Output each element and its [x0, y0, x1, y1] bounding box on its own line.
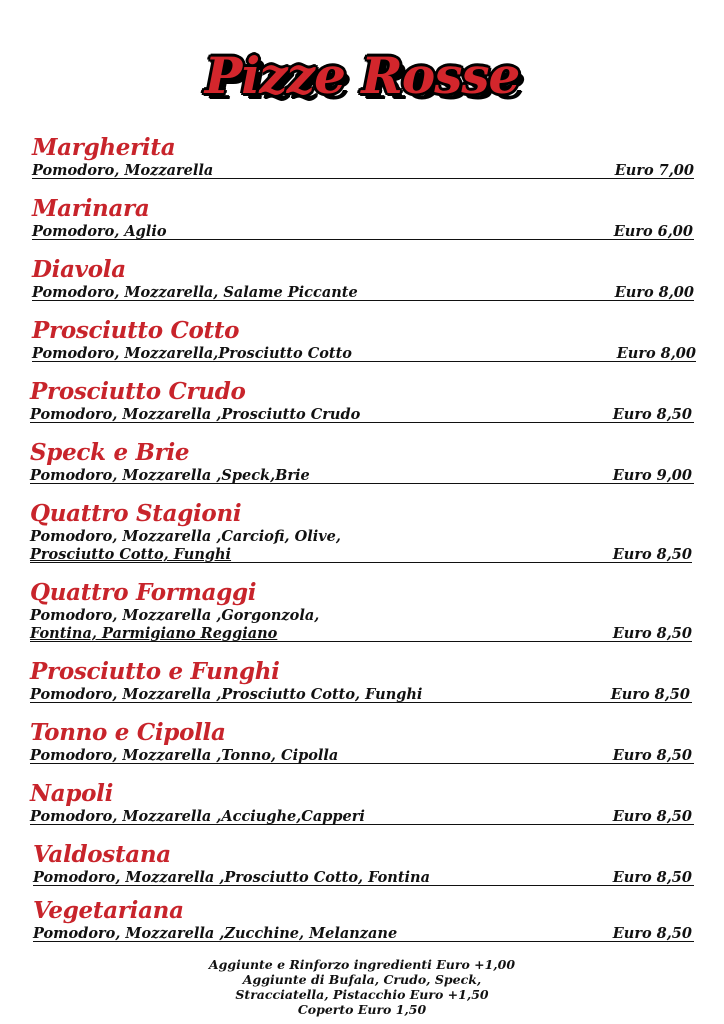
- footer-line: Aggiunte e Rinforzo ingredienti Euro +1,00: [208, 957, 516, 972]
- item-name: Margherita: [32, 134, 176, 161]
- item-name: Prosciutto Crudo: [30, 378, 246, 405]
- item-price: Euro 8,50: [612, 808, 692, 825]
- item-name: Vegetariana: [33, 897, 184, 924]
- item-rule: [30, 824, 694, 825]
- item-rule: [30, 483, 694, 484]
- item-ingredients: Pomodoro, Mozzarella,Prosciutto Cotto: [32, 345, 352, 362]
- footer-line: Stracciatella, Pistacchio Euro +1,50: [235, 987, 489, 1002]
- item-ingredients: Pomodoro, Mozzarella ,Acciughe,Capperi: [30, 808, 365, 825]
- item-ingredients: Pomodoro, Mozzarella ,Gorgonzola,: [30, 607, 320, 624]
- item-ingredients: Pomodoro, Mozzarella ,Prosciutto Cotto, Funghi: [30, 686, 423, 703]
- item-ingredients: Pomodoro, Mozzarella ,Prosciutto Crudo: [30, 406, 361, 423]
- item-rule: [32, 239, 694, 240]
- footer-line: Coperto Euro 1,50: [297, 1002, 427, 1017]
- item-ingredients: Pomodoro, Mozzarella: [32, 162, 214, 179]
- item-rule: [30, 702, 692, 703]
- footer-line: Aggiunte di Bufala, Crudo, Speck,: [242, 972, 482, 987]
- item-price: Euro 9,00: [612, 467, 692, 484]
- item-rule: [30, 641, 692, 642]
- item-rule: [32, 300, 694, 301]
- item-rule: [33, 885, 694, 886]
- item-ingredients: Fontina, Parmigiano Reggiano: [30, 625, 278, 642]
- item-rule: [33, 941, 694, 942]
- item-price: Euro 8,50: [612, 747, 692, 764]
- item-name: Speck e Brie: [30, 439, 190, 466]
- item-price: Euro 8,50: [612, 546, 692, 563]
- item-ingredients: Pomodoro, Mozzarella ,Carciofi, Olive,: [30, 528, 341, 545]
- item-ingredients: Prosciutto Cotto, Funghi: [30, 546, 232, 563]
- item-price: Euro 6,00: [613, 223, 693, 240]
- item-price: Euro 8,50: [612, 625, 692, 642]
- item-price: Euro 7,00: [614, 162, 694, 179]
- item-name: Prosciutto e Funghi: [30, 658, 280, 685]
- item-price: Euro 8,50: [612, 869, 692, 886]
- item-name: Valdostana: [33, 841, 171, 868]
- item-price: Euro 8,00: [614, 284, 694, 301]
- item-name: Marinara: [32, 195, 150, 222]
- item-price: Euro 8,50: [610, 686, 690, 703]
- item-rule: [32, 361, 696, 362]
- item-rule: [30, 763, 694, 764]
- item-ingredients: Pomodoro, Mozzarella, Salame Piccante: [32, 284, 358, 301]
- item-name: Prosciutto Cotto: [32, 317, 240, 344]
- item-name: Napoli: [30, 780, 114, 807]
- item-price: Euro 8,50: [612, 925, 692, 942]
- item-name: Quattro Formaggi: [30, 579, 257, 606]
- item-rule: [30, 422, 694, 423]
- item-price: Euro 8,50: [612, 406, 692, 423]
- item-ingredients: Pomodoro, Aglio: [32, 223, 167, 240]
- item-name: Tonno e Cipolla: [30, 719, 226, 746]
- item-rule: [32, 178, 694, 179]
- item-ingredients: Pomodoro, Mozzarella ,Zucchine, Melanzane: [33, 925, 398, 942]
- item-name: Diavola: [32, 256, 126, 283]
- footer-notes: [0, 957, 724, 1017]
- item-rule: [30, 562, 692, 563]
- item-ingredients: Pomodoro, Mozzarella ,Tonno, Cipolla: [30, 747, 339, 764]
- item-ingredients: Pomodoro, Mozzarella ,Prosciutto Cotto, Fontina: [33, 869, 430, 886]
- item-price: Euro 8,00: [616, 345, 696, 362]
- page-title: Pizze Rosse: [204, 46, 520, 105]
- item-ingredients: Pomodoro, Mozzarella ,Speck,Brie: [30, 467, 310, 484]
- item-name: Quattro Stagioni: [30, 500, 242, 527]
